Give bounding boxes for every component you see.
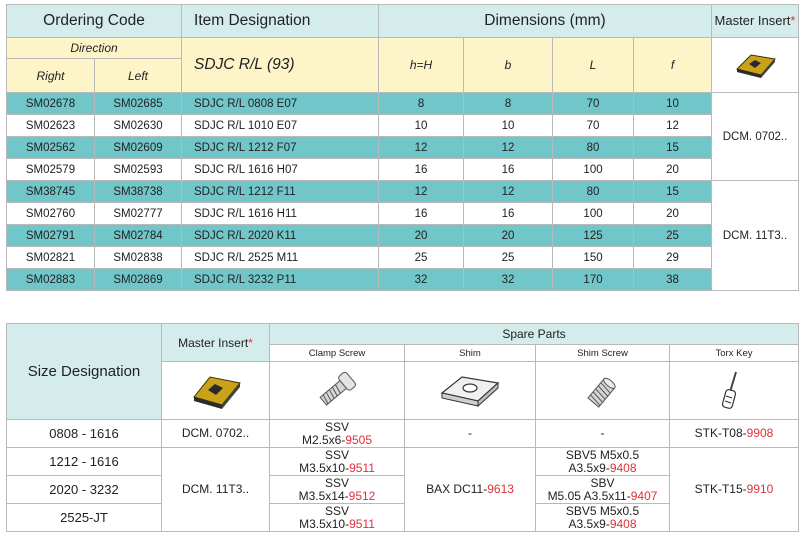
shim-screw-icon — [578, 369, 628, 413]
dim-f: 29 — [634, 247, 712, 269]
shim-screw-value — [536, 448, 670, 476]
clamp-screw-value — [270, 476, 405, 504]
master-insert-label: Master Insert — [178, 335, 249, 350]
shim-screw-part-no: 9408 — [609, 516, 637, 531]
shim-screw-value — [536, 476, 670, 504]
torx-part-no: 9908 — [746, 426, 774, 440]
dim-l: 170 — [553, 269, 634, 291]
table-row — [7, 203, 799, 225]
clamp-code: M2.5x6- — [301, 432, 346, 447]
designation: SDJC R/L 3232 P11 — [182, 269, 379, 291]
torx-key-value — [670, 448, 799, 532]
clamp-screw-value — [270, 420, 405, 448]
clamp-screw-image-cell — [270, 362, 405, 420]
dim-l: 70 — [553, 93, 634, 115]
dim-h: 12 — [379, 137, 464, 159]
clamp-line-1: SSV — [324, 475, 349, 490]
dim-f: 20 — [634, 159, 712, 181]
dim-l: 150 — [553, 247, 634, 269]
shim-code: BAX DC11- — [426, 482, 488, 496]
insert-value: DCM. 11T3.. — [162, 448, 270, 532]
right-code: SM02883 — [7, 269, 95, 291]
dim-b: 8 — [464, 93, 553, 115]
clamp-line-1: SSV — [324, 447, 349, 462]
right-code: SM02678 — [7, 93, 95, 115]
master-insert-header — [712, 5, 799, 38]
designation: SDJC R/L 2020 K11 — [182, 225, 379, 247]
size-designation-header: Size Designation — [7, 324, 162, 420]
dim-l: 70 — [553, 115, 634, 137]
dim-b: 20 — [464, 225, 553, 247]
shim-value — [405, 448, 536, 532]
spare-parts-table — [6, 323, 799, 532]
dim-l: 80 — [553, 137, 634, 159]
dim-f: 12 — [634, 115, 712, 137]
clamp-part-no: 9512 — [348, 488, 376, 503]
dim-f: 38 — [634, 269, 712, 291]
right-code: SM38745 — [7, 181, 95, 203]
right-code: SM02791 — [7, 225, 95, 247]
master-insert-star: * — [248, 335, 253, 350]
designation: SDJC R/L 1010 E07 — [182, 115, 379, 137]
shim-screw-part-no: 9408 — [609, 460, 637, 475]
shim-icon — [438, 371, 502, 411]
shim-screw-code: M5.05 A3.5x11- — [547, 488, 631, 503]
l-header: L — [553, 38, 634, 93]
table-row — [7, 269, 799, 291]
right-code: SM02760 — [7, 203, 95, 225]
master-insert-star: * — [790, 13, 796, 28]
right-header: Right — [7, 59, 95, 93]
dim-f: 10 — [634, 93, 712, 115]
clamp-line-1: SSV — [324, 419, 349, 434]
designation: SDJC R/L 1212 F07 — [182, 137, 379, 159]
shim-screw-line-1: SBV5 M5x0.5 — [565, 447, 640, 462]
designation: SDJC R/L 1212 F11 — [182, 181, 379, 203]
size-value: 2020 - 3232 — [7, 476, 162, 504]
dim-h: 16 — [379, 203, 464, 225]
shim-part-no: 9613 — [487, 482, 514, 496]
dim-b: 25 — [464, 247, 553, 269]
right-code: SM02579 — [7, 159, 95, 181]
torx-part-no: 9910 — [746, 482, 774, 496]
clamp-code: M3.5x10- — [299, 516, 350, 531]
dim-l: 100 — [553, 159, 634, 181]
shim-image-cell — [405, 362, 536, 420]
left-code: SM02609 — [95, 137, 182, 159]
left-code: SM02838 — [95, 247, 182, 269]
dim-b: 10 — [464, 115, 553, 137]
table-row — [7, 247, 799, 269]
shim-screw-line-1: SBV5 M5x0.5 — [565, 503, 640, 518]
dim-l: 80 — [553, 181, 634, 203]
left-code: SM02593 — [95, 159, 182, 181]
master-insert-image — [712, 38, 799, 93]
table-row — [7, 93, 799, 115]
shim-screw-image-cell — [536, 362, 670, 420]
dim-b: 32 — [464, 269, 553, 291]
table-row — [7, 115, 799, 137]
direction-header: Direction — [7, 38, 182, 59]
designation: SDJC R/L 2525 M11 — [182, 247, 379, 269]
dim-b: 16 — [464, 159, 553, 181]
shim-screw-code: A3.5x9- — [568, 460, 610, 475]
b-header: b — [464, 38, 553, 93]
table-row — [7, 181, 799, 203]
table-row — [7, 225, 799, 247]
dim-h: 16 — [379, 159, 464, 181]
size-value: 0808 - 1616 — [7, 420, 162, 448]
shim-screw-line-2 — [536, 518, 669, 531]
shim-screw-line-2 — [536, 462, 669, 475]
torx-key-header: Torx Key — [670, 345, 799, 362]
clamp-code: M3.5x10- — [299, 460, 350, 475]
torx-key-icon — [714, 368, 754, 414]
shim-screw-value: - — [536, 420, 670, 448]
dim-b: 12 — [464, 137, 553, 159]
shim-header: Shim — [405, 345, 536, 362]
dim-l: 100 — [553, 203, 634, 225]
clamp-line-2 — [270, 518, 404, 531]
dim-f: 15 — [634, 181, 712, 203]
left-code: SM02869 — [95, 269, 182, 291]
dim-b: 12 — [464, 181, 553, 203]
clamp-part-no: 9511 — [349, 460, 375, 475]
table-row — [7, 159, 799, 181]
torx-key-image-cell — [670, 362, 799, 420]
designation-title: SDJC R/L (93) — [182, 38, 379, 93]
left-code: SM02777 — [95, 203, 182, 225]
h-header: h=H — [379, 38, 464, 93]
dim-h: 20 — [379, 225, 464, 247]
clamp-part-no: 9505 — [345, 432, 373, 447]
torx-key-value — [670, 420, 799, 448]
right-code: SM02562 — [7, 137, 95, 159]
clamp-screw-header: Clamp Screw — [270, 345, 405, 362]
clamp-line-2 — [270, 490, 404, 503]
f-header: f — [634, 38, 712, 93]
clamp-code: M3.5x14- — [298, 488, 349, 503]
dim-h: 10 — [379, 115, 464, 137]
ordering-code-header: Ordering Code — [7, 5, 182, 38]
dimensions-header: Dimensions (mm) — [379, 5, 712, 38]
right-code: SM02821 — [7, 247, 95, 269]
clamp-screw-value — [270, 448, 405, 476]
shim-screw-header: Shim Screw — [536, 345, 670, 362]
shim-screw-line-1: SBV — [590, 475, 615, 490]
size-value: 1212 - 1616 — [7, 448, 162, 476]
insert-icon — [188, 371, 244, 411]
insert-image-cell — [162, 362, 270, 420]
dim-l: 125 — [553, 225, 634, 247]
clamp-line-2 — [270, 434, 404, 447]
dim-h: 12 — [379, 181, 464, 203]
clamp-line-1: SSV — [324, 503, 349, 518]
right-code: SM02623 — [7, 115, 95, 137]
ordering-table — [6, 4, 799, 291]
table-row — [7, 420, 799, 448]
designation: SDJC R/L 0808 E07 — [182, 93, 379, 115]
clamp-screw-icon — [312, 369, 362, 413]
shim-screw-part-no: 9407 — [630, 488, 658, 503]
insert-value: DCM. 0702.. — [162, 420, 270, 448]
dim-h: 8 — [379, 93, 464, 115]
shim-screw-code: A3.5x9- — [568, 516, 610, 531]
table-row — [7, 137, 799, 159]
master-insert-label: Master Insert — [714, 13, 791, 28]
shim-screw-line-2 — [536, 490, 669, 503]
left-code: SM02784 — [95, 225, 182, 247]
left-code: SM02630 — [95, 115, 182, 137]
item-designation-header: Item Designation — [182, 5, 379, 38]
spare-parts-header: Spare Parts — [270, 324, 799, 345]
dim-h: 32 — [379, 269, 464, 291]
dim-f: 15 — [634, 137, 712, 159]
shim-screw-value — [536, 504, 670, 532]
dim-b: 16 — [464, 203, 553, 225]
torx-code: STK-T08- — [694, 426, 747, 440]
dim-h: 25 — [379, 247, 464, 269]
left-header: Left — [95, 59, 182, 93]
torx-code: STK-T15- — [694, 482, 747, 496]
master-insert-header — [162, 324, 270, 362]
master-insert-value: DCM. 11T3.. — [712, 181, 799, 291]
dim-f: 20 — [634, 203, 712, 225]
clamp-part-no: 9511 — [349, 516, 375, 531]
designation: SDJC R/L 1616 H11 — [182, 203, 379, 225]
designation: SDJC R/L 1616 H07 — [182, 159, 379, 181]
size-value: 2525-JT — [7, 504, 162, 532]
clamp-screw-value — [270, 504, 405, 532]
table-row — [7, 448, 799, 476]
left-code: SM02685 — [95, 93, 182, 115]
insert-icon — [733, 51, 777, 79]
master-insert-value: DCM. 0702.. — [712, 93, 799, 181]
dim-f: 25 — [634, 225, 712, 247]
left-code: SM38738 — [95, 181, 182, 203]
clamp-line-2 — [270, 462, 404, 475]
shim-value: - — [405, 420, 536, 448]
